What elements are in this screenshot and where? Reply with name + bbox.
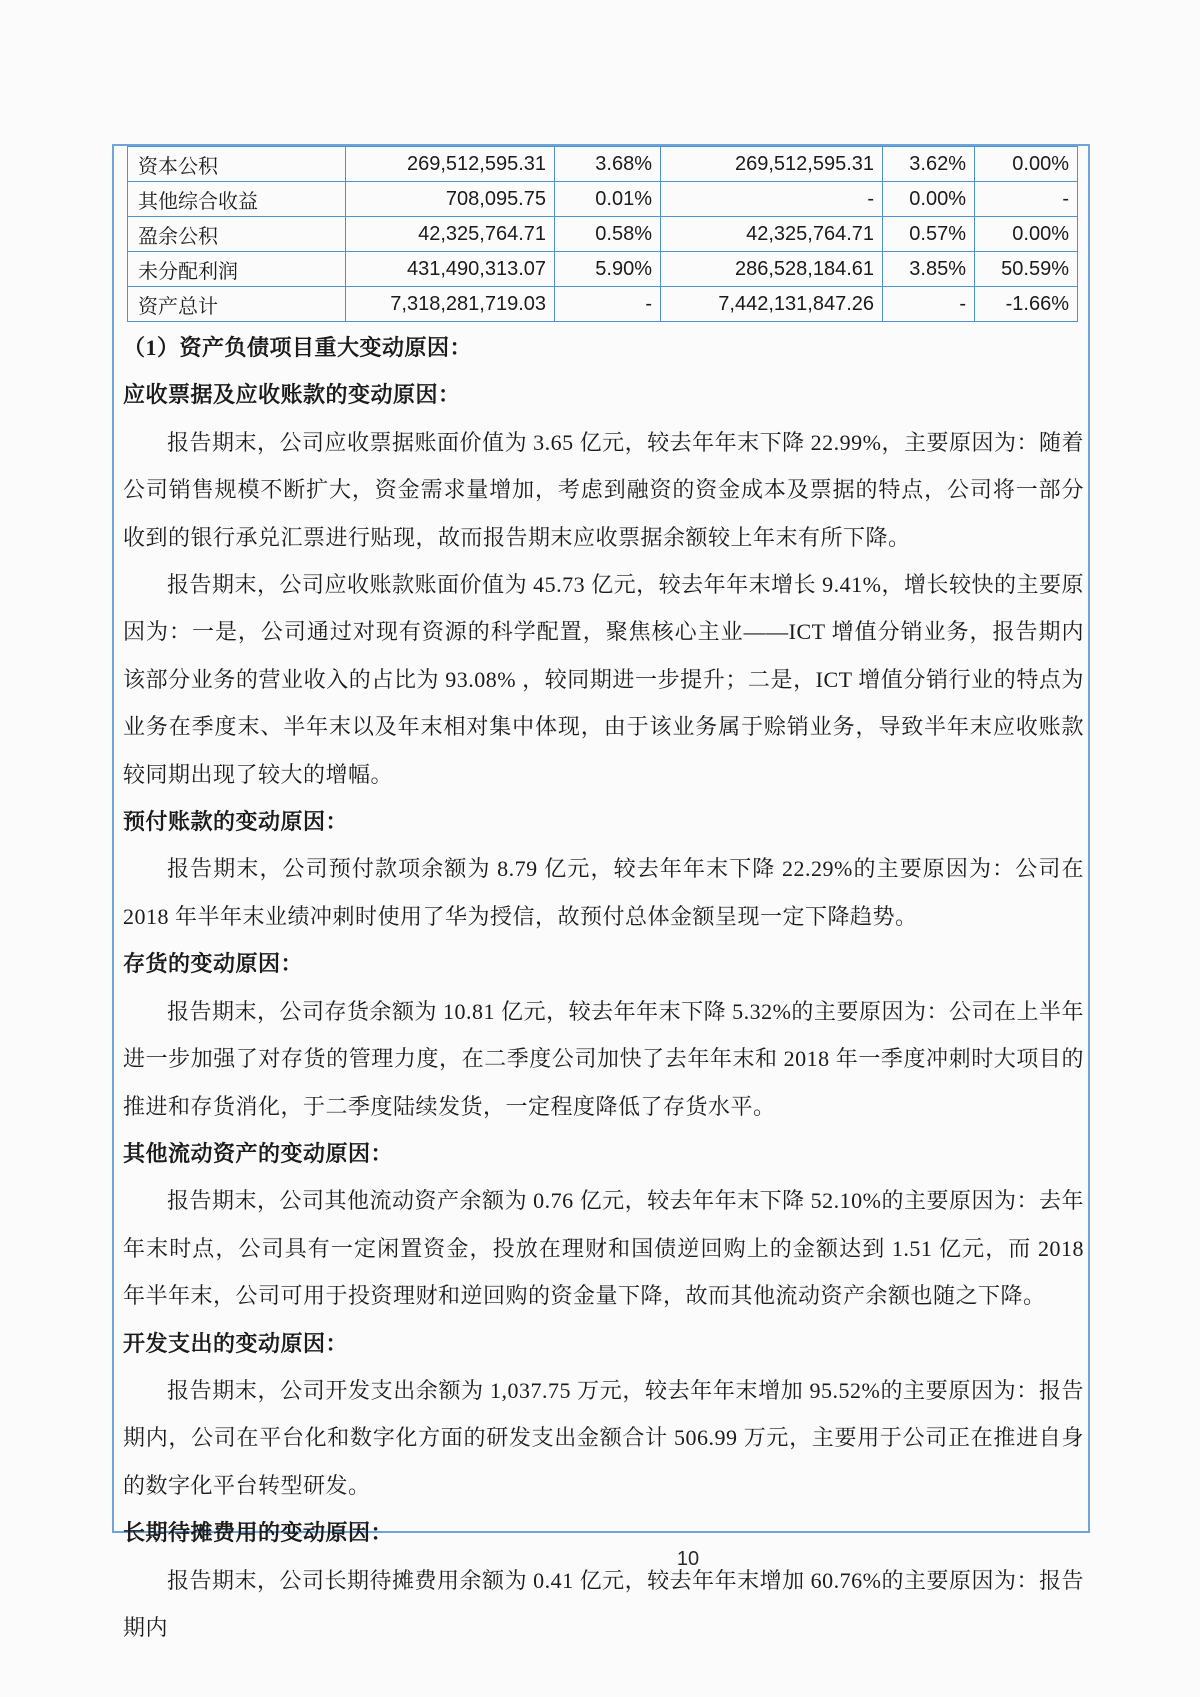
section-heading: 其他流动资产的变动原因： [123, 1140, 394, 1166]
paragraph: 报告期末，公司应收票据账面价值为 3.65 亿元，较去年年末下降 22.99%，主要原因为：随着公司销售规模不断扩大，资金需求量增加，考虑到融资的资金成本及票据的特点，公司将一部分收到的银行承兑汇票进行贴现，故而报告期末应收票据余额较上年末有所下降。 [123, 429, 1084, 550]
value-cell: 269,512,595.31 [346, 147, 555, 182]
report-body [114, 322, 1088, 1651]
section-heading: 存货的变动原因： [123, 951, 304, 977]
table-row [128, 287, 1078, 322]
value-cell: - [661, 182, 883, 217]
section-other-current-assets [123, 1130, 1084, 1320]
value-cell: 3.62% [883, 147, 975, 182]
value-cell: 431,490,313.07 [346, 252, 555, 287]
value-cell: - [975, 182, 1078, 217]
value-cell: 269,512,595.31 [661, 147, 883, 182]
value-cell: 0.00% [975, 217, 1078, 252]
section-heading: 应收票据及应收账款的变动原因： [123, 382, 461, 408]
row-label-cell: 未分配利润 [128, 252, 346, 287]
value-cell: - [555, 287, 661, 322]
row-label-cell: 资本公积 [128, 147, 346, 182]
paragraph: 报告期末，公司存货余额为 10.81 亿元，较去年年末下降 5.32%的主要原因为：公司在上半年进一步加强了对存货的管理力度，在二季度公司加快了去年年末和 2018 年一季度冲刺时大项目的推进和存货消化，于二季度陆续发货，一定程度降低了存货水平。 [123, 998, 1084, 1119]
value-cell: 286,528,184.61 [661, 252, 883, 287]
section-long-term-deferred-expenses [123, 1509, 1084, 1651]
value-cell: 0.00% [975, 147, 1078, 182]
section-heading: 开发支出的变动原因： [123, 1330, 349, 1356]
value-cell: 7,442,131,847.26 [661, 287, 883, 322]
page-border-frame [112, 144, 1090, 1640]
page-number: 10 [676, 1548, 700, 1570]
row-label-cell: 盈余公积 [128, 217, 346, 252]
value-cell: 708,095.75 [346, 182, 555, 217]
table-row [128, 252, 1078, 287]
value-cell: 3.85% [883, 252, 975, 287]
table-row [128, 217, 1078, 252]
row-label-cell: 其他综合收益 [128, 182, 346, 217]
value-cell: -1.66% [975, 287, 1078, 322]
value-cell: 0.57% [883, 217, 975, 252]
value-cell: 0.00% [883, 182, 975, 217]
section-heading: 长期待摊费用的变动原因： [123, 1520, 394, 1546]
main-heading: （1）资产负债项目重大变动原因： [123, 335, 473, 360]
section-receivables [123, 371, 1084, 798]
paragraph: 报告期末，公司应收账款账面价值为 45.73 亿元，较去年年末增长 9.41%，增长较快的主要原因为：一是，公司通过对现有资源的科学配置，聚焦核心主业——ICT 增值分销业务，报告期内该部分业务的营业收入的占比为 93.08% ，较同期进一步提升；二是，ICT 增值分销行业的特点为业务在季度末、半年末以及年末相对集中体现，由于该业务属于赊销业务，导致半年末应收账款较同期出现了较大的增幅。 [123, 572, 1084, 787]
section-inventory [123, 940, 1084, 1130]
value-cell: 0.58% [555, 217, 661, 252]
value-cell: 0.01% [555, 182, 661, 217]
paragraph: 报告期末，公司开发支出余额为 1,037.75 万元，较去年年末增加 95.52%的主要原因为：报告期内，公司在平台化和数字化方面的研发支出金额合计 506.99 万元，主要用于公司正在推进自身的数字化平台转型研发。 [123, 1377, 1084, 1498]
paragraph: 报告期末，公司其他流动资产余额为 0.76 亿元，较去年年末下降 52.10%的主要原因为：去年年末时点，公司具有一定闲置资金，投放在理财和国债逆回购上的金额达到 1.51 亿元，而 2018 年半年末，公司可用于投资理财和逆回购的资金量下降，故而其他流动资产余额也随之下降。 [123, 1188, 1084, 1309]
section-prepayments [123, 798, 1084, 940]
value-cell: 50.59% [975, 252, 1078, 287]
table-row [128, 182, 1078, 217]
value-cell: 3.68% [555, 147, 661, 182]
row-label-cell: 资产总计 [128, 287, 346, 322]
value-cell: 5.90% [555, 252, 661, 287]
paragraph: 报告期末，公司预付款项余额为 8.79 亿元，较去年年末下降 22.29%的主要原因为：公司在 2018 年半年末业绩冲刺时使用了华为授信，故预付总体金额呈现一定下降趋势。 [123, 856, 1084, 929]
section-heading: 预付账款的变动原因： [123, 809, 349, 835]
table-row [128, 147, 1078, 182]
value-cell: 42,325,764.71 [346, 217, 555, 252]
value-cell: - [883, 287, 975, 322]
value-cell: 7,318,281,719.03 [346, 287, 555, 322]
balance-sheet-table [127, 146, 1078, 322]
section-development-expenditure [123, 1320, 1084, 1510]
value-cell: 42,325,764.71 [661, 217, 883, 252]
paragraph: 报告期末，公司长期待摊费用余额为 0.41 亿元，较去年年末增加 60.76%的主要原因为：报告期内 [123, 1567, 1084, 1640]
